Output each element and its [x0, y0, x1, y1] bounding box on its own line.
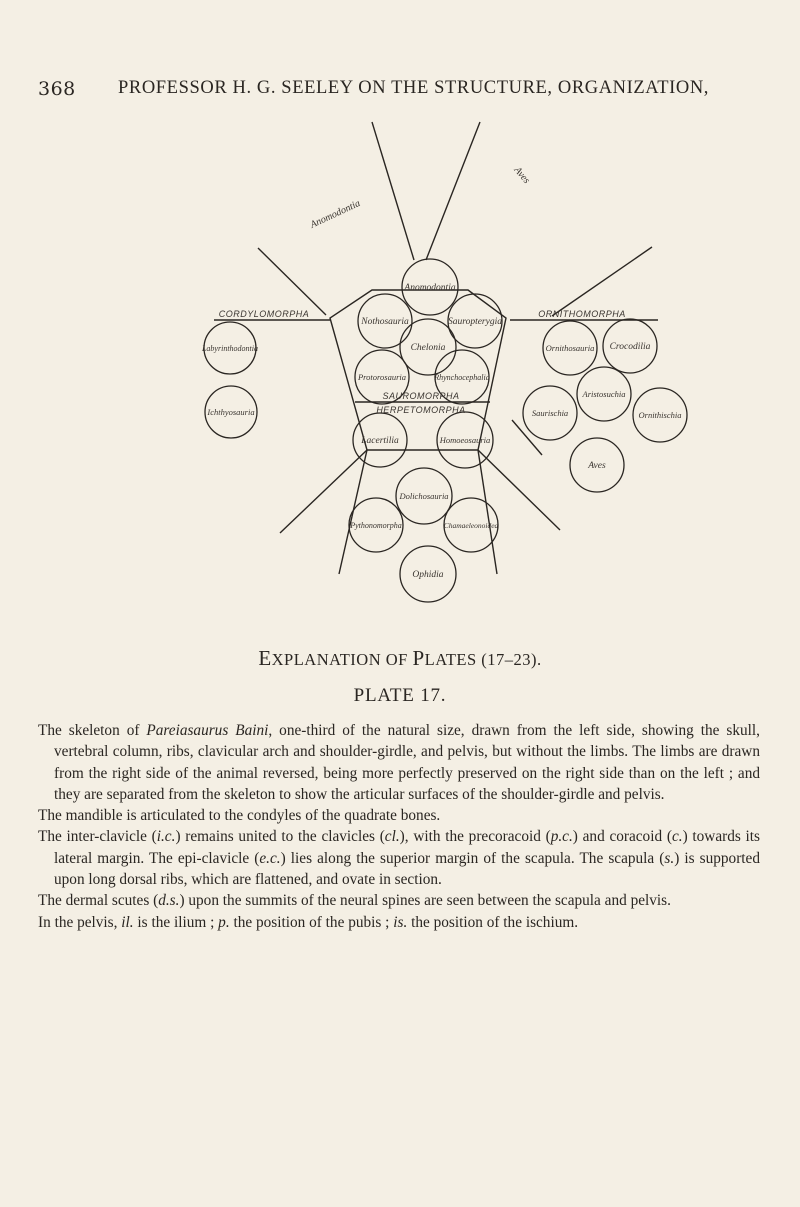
running-head: PROFESSOR H. G. SEELEY ON THE STRUCTURE, ORGANIZATION, — [118, 78, 710, 98]
p3-abbr-pc: p.c. — [550, 828, 573, 846]
label-protorosauria: Protorosauria — [357, 372, 407, 382]
p4-text-a: The dermal scutes ( — [38, 892, 159, 910]
upper-right-diagonal — [552, 247, 652, 316]
p1-text-a: The skeleton of — [38, 722, 147, 739]
p3-abbr-c: c. — [671, 828, 683, 846]
p5-abbr-il: il. — [121, 913, 134, 931]
label-sauropterygia: Sauropterygia — [447, 317, 503, 327]
label-pythonomorpha: Pythonomorpha — [350, 521, 402, 530]
label-aristosuchia: Aristosuchia — [582, 389, 626, 399]
label-labyrinthodontia: Labyrinthodontia — [201, 344, 259, 353]
p3-text-b: ) remains united to the clavicles ( — [175, 828, 385, 846]
label-aves: Aves — [588, 461, 606, 471]
label-sauromorpha: SAUROMORPHA — [382, 391, 460, 401]
paragraph-2: The mandible is articulated to the condyles of the quadrate bones. — [38, 807, 441, 825]
label-homoeosauria: Homoeosauria — [439, 435, 491, 445]
label-chelonia: Chelonia — [410, 343, 446, 353]
phylogeny-diagram — [0, 110, 800, 640]
label-anomodontia: Anomodontia — [404, 283, 456, 293]
p4-abbr-ds: d.s. — [158, 892, 180, 910]
plate-description — [38, 720, 760, 933]
p3-abbr-ec: e.c. — [259, 849, 281, 867]
paragraph-4 — [38, 890, 760, 911]
label-ornithosauria: Ornithosauria — [545, 343, 595, 353]
p3-text-c: ), with the precoracoid ( — [399, 828, 551, 846]
p3-text-d: ) and coracoid ( — [572, 828, 672, 846]
upper-left-diagonal — [258, 248, 326, 315]
p5-abbr-is: is. — [393, 913, 408, 931]
label-saurischia: Saurischia — [531, 408, 569, 418]
label-crocodilia: Crocodilia — [609, 342, 651, 352]
p1-text-b: , one-third of the natural size, drawn from the left side, showing the skull, vertebral column, ribs, clavicular arch and shoulder-girdle, and pelvis, but without the limbs. The limbs are drawn from the right side of the animal reversed, being more perfectly preserved on the right side than on the left ; and they are separated from the skeleton to show the articular surfaces of the shoulder-girdle and pelvis. — [54, 722, 760, 803]
p3-abbr-s: s. — [664, 849, 675, 867]
explanation-word-1: XPLANATION OF — [271, 650, 413, 669]
p3-abbr-cl: cl. — [384, 828, 400, 846]
branch-label-left: Anomodontia — [308, 197, 363, 231]
explanation-word-2: LATES (17–23). — [424, 650, 542, 669]
page-number: 368 — [38, 78, 76, 100]
label-rhynchocephalia: Rhynchocephalia — [434, 373, 490, 382]
p5-text-b: is the ilium ; — [133, 913, 219, 931]
p4-text-b: ) upon the summits of the neural spines are seen between the scapula and pelvis. — [179, 892, 671, 910]
lower-right-outer-diagonal — [478, 450, 560, 530]
p5-text-c: the position of the pubis ; — [229, 913, 394, 931]
p5-abbr-p: p. — [218, 913, 230, 931]
label-ichthyosauria: Ichthyosauria — [207, 407, 255, 417]
paragraph-5 — [38, 912, 760, 933]
p5-text-d: the position of the ischium. — [407, 913, 579, 931]
p3-text-f: ) lies along the superior margin of the scapula. The scapula ( — [280, 849, 665, 867]
label-ophidia: Ophidia — [412, 570, 444, 580]
label-ornithischia: Ornithischia — [638, 410, 682, 420]
label-ornithomorpha: ORNITHOMORPHA — [538, 309, 626, 319]
p3-text-a: The inter-clavicle ( — [38, 828, 157, 846]
p3-text-g: ) is supported upon long dorsal ribs, which are flattened, and ovate in section. — [54, 849, 760, 889]
branch-label-right: Aves — [511, 164, 532, 186]
label-herpetomorpha: HERPETOMORPHA — [376, 405, 466, 415]
explanation-initial-e: E — [258, 646, 272, 670]
p1-species-name: Pareiasaurus Baini — [146, 722, 269, 739]
p3-text-e: ) towards its lateral margin. The epi-clavicle ( — [54, 828, 761, 867]
p3-abbr-ic: i.c. — [156, 828, 176, 846]
label-dolichosauria: Dolichosauria — [399, 491, 449, 501]
paragraph-3 — [38, 826, 760, 890]
explanation-initial-p: P — [412, 646, 425, 670]
label-nothosauria: Nothosauria — [361, 317, 409, 327]
top-v-left-line — [372, 122, 414, 260]
label-chamaeleonoidea: Chamaeleonoidea — [443, 521, 499, 530]
paragraph-1 — [38, 720, 760, 805]
explanation-heading — [0, 646, 800, 671]
top-v-right-line — [426, 122, 480, 260]
label-lacertilia: Lacertilia — [361, 436, 399, 446]
label-cordylomorpha: CORDYLOMORPHA — [218, 309, 310, 319]
plate-title: PLATE 17. — [353, 685, 447, 706]
p5-text-a: In the pelvis, — [38, 913, 122, 931]
